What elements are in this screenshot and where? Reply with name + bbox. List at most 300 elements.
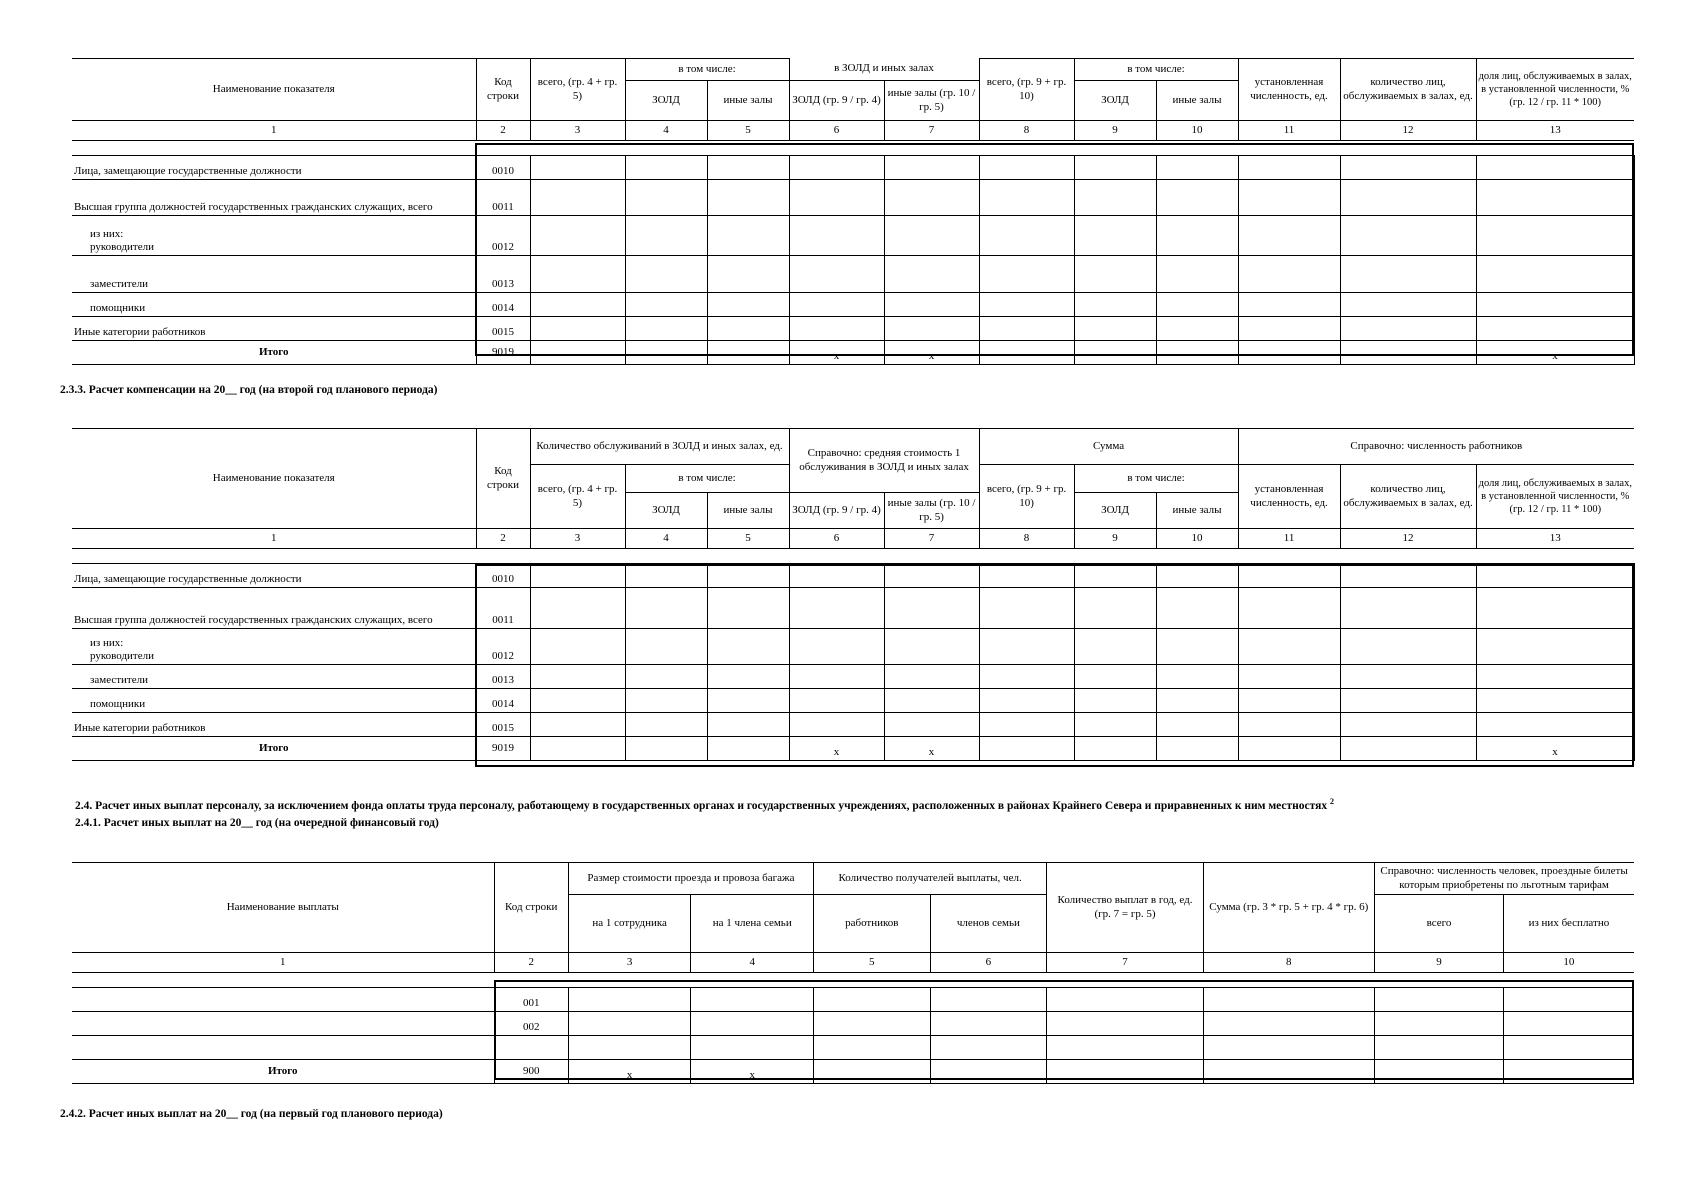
- row-code: 0014: [476, 689, 530, 713]
- table-row: [72, 317, 1634, 341]
- header-c9: всего: [1374, 895, 1504, 953]
- total-row: [72, 341, 1634, 365]
- cell-input[interactable]: [1047, 1012, 1204, 1036]
- cell-input[interactable]: [1476, 256, 1634, 293]
- cell-input[interactable]: [530, 156, 625, 180]
- cell-input[interactable]: [1340, 317, 1476, 341]
- section-title-2-4-1: 2.4.1. Расчет иных выплат на 20__ год (на очередной финансовый год): [75, 817, 439, 829]
- cell-input[interactable]: [625, 564, 707, 588]
- cell-x: x: [789, 341, 884, 365]
- row-name: Лица, замещающие государственные должности: [72, 156, 476, 180]
- cell-input[interactable]: [707, 629, 789, 665]
- cell-input[interactable]: [707, 689, 789, 713]
- cell-input[interactable]: [1203, 1012, 1374, 1036]
- cell-input[interactable]: [1340, 156, 1476, 180]
- header-c6: ЗОЛД (гр. 9 / гр. 4): [789, 81, 884, 121]
- col-num: 8: [979, 529, 1074, 549]
- cell-input[interactable]: [884, 180, 979, 216]
- col-num: 5: [707, 121, 789, 141]
- col-num: 1: [72, 953, 494, 973]
- cell-input[interactable]: [1074, 317, 1156, 341]
- cell-input[interactable]: [1340, 216, 1476, 256]
- cell-input[interactable]: [1238, 629, 1340, 665]
- header-avg-subtitle: в ЗОЛД и иных залах: [789, 59, 979, 81]
- cell-input[interactable]: [530, 588, 625, 629]
- col-num: 9: [1074, 121, 1156, 141]
- cell-input[interactable]: [1156, 713, 1238, 737]
- cell-input[interactable]: [1374, 988, 1504, 1012]
- section-title-2-4-text: 2.4. Расчет иных выплат персоналу, за исключением фонда оплаты труда персоналу, работающему в государственных органах и государственных учреждениях, расположенных в районах Крайнего Севера и приравненных к ним местностях: [75, 799, 1328, 812]
- cell-input[interactable]: [1374, 1012, 1504, 1036]
- cell-input[interactable]: [1156, 665, 1238, 689]
- cell-input[interactable]: [1238, 293, 1340, 317]
- cell-input[interactable]: [789, 588, 884, 629]
- cell-input[interactable]: [1074, 689, 1156, 713]
- cell-input[interactable]: [930, 988, 1047, 1012]
- header-sum: Сумма: [979, 429, 1238, 465]
- col-num: 6: [789, 121, 884, 141]
- col-num: 3: [530, 121, 625, 141]
- cell-input[interactable]: [930, 1060, 1047, 1084]
- cell-input[interactable]: [1238, 588, 1340, 629]
- cell-input[interactable]: [1047, 1036, 1204, 1060]
- cell-input[interactable]: [1476, 564, 1634, 588]
- cell-input[interactable]: [1238, 317, 1340, 341]
- col-num: 8: [979, 121, 1074, 141]
- cell-input[interactable]: [691, 1036, 814, 1060]
- cell-input[interactable]: [1203, 1036, 1374, 1060]
- cell-input[interactable]: [884, 156, 979, 180]
- table-row: [72, 713, 1634, 737]
- cell-input[interactable]: [1476, 317, 1634, 341]
- header-c3: на 1 сотрудника: [568, 895, 691, 953]
- col-num: 11: [1238, 529, 1340, 549]
- cell-input[interactable]: [979, 713, 1074, 737]
- row-name[interactable]: [72, 988, 494, 1012]
- cell-input[interactable]: [1340, 713, 1476, 737]
- cell-input[interactable]: [530, 629, 625, 665]
- cell-input[interactable]: [789, 293, 884, 317]
- cell-input[interactable]: [625, 216, 707, 256]
- row-code: [494, 1036, 568, 1060]
- cell-input[interactable]: [625, 737, 707, 761]
- cell-input[interactable]: [979, 317, 1074, 341]
- section-title-2-4-2: 2.4.2. Расчет иных выплат на 20__ год (на первый год планового периода): [60, 1108, 443, 1120]
- cell-input[interactable]: [1156, 317, 1238, 341]
- cell-input[interactable]: [1156, 156, 1238, 180]
- cell-input[interactable]: [1047, 1060, 1204, 1084]
- col-num: 1: [72, 529, 476, 549]
- cell-input[interactable]: [789, 216, 884, 256]
- cell-input[interactable]: [530, 293, 625, 317]
- cell-input[interactable]: [625, 629, 707, 665]
- cell-input[interactable]: [979, 156, 1074, 180]
- cell-input[interactable]: [530, 216, 625, 256]
- cell-input[interactable]: [789, 564, 884, 588]
- table-row: [72, 180, 1634, 216]
- row-code: 0015: [476, 713, 530, 737]
- cell-input[interactable]: [1374, 1060, 1504, 1084]
- col-num: 2: [476, 121, 530, 141]
- cell-input[interactable]: [1476, 588, 1634, 629]
- cell-input[interactable]: [707, 293, 789, 317]
- cell-input[interactable]: [884, 216, 979, 256]
- cell-input[interactable]: [884, 665, 979, 689]
- header-code: Код строки: [476, 59, 530, 121]
- cell-input[interactable]: [1074, 713, 1156, 737]
- row-code: 0011: [476, 588, 530, 629]
- cell-input[interactable]: [1340, 629, 1476, 665]
- cell-input[interactable]: [1238, 665, 1340, 689]
- header-c8: всего, (гр. 9 + гр. 10): [979, 465, 1074, 529]
- cell-input[interactable]: [530, 180, 625, 216]
- cell-input[interactable]: [1156, 689, 1238, 713]
- cell-input[interactable]: [530, 713, 625, 737]
- cell-input[interactable]: [707, 564, 789, 588]
- header-cost: Размер стоимости проезда и провоза багажа: [568, 863, 813, 895]
- cell-input[interactable]: [530, 256, 625, 293]
- cell-input[interactable]: [884, 689, 979, 713]
- cell-input[interactable]: [1156, 629, 1238, 665]
- cell-input[interactable]: [1476, 216, 1634, 256]
- col-num: 6: [789, 529, 884, 549]
- cell-input[interactable]: [814, 1036, 931, 1060]
- cell-input[interactable]: [625, 588, 707, 629]
- cell-input[interactable]: [789, 256, 884, 293]
- cell-input[interactable]: [1238, 341, 1340, 365]
- cell-input[interactable]: [1156, 256, 1238, 293]
- cell-input[interactable]: [814, 988, 931, 1012]
- cell-input[interactable]: [789, 689, 884, 713]
- cell-input[interactable]: [979, 737, 1074, 761]
- cell-input[interactable]: [1074, 564, 1156, 588]
- total-code: 9019: [476, 737, 530, 761]
- cell-input[interactable]: [1476, 180, 1634, 216]
- cell-input[interactable]: [1340, 341, 1476, 365]
- cell-input[interactable]: [1156, 737, 1238, 761]
- cell-input[interactable]: [1476, 689, 1634, 713]
- cell-input[interactable]: [1476, 156, 1634, 180]
- cell-input[interactable]: [979, 665, 1074, 689]
- cell-x: x: [568, 1060, 691, 1084]
- row-name: заместители: [72, 256, 476, 293]
- header-c10: иные залы: [1156, 493, 1238, 529]
- cell-input[interactable]: [1340, 665, 1476, 689]
- cell-input[interactable]: [884, 629, 979, 665]
- col-num: 3: [530, 529, 625, 549]
- header-including: в том числе:: [625, 465, 789, 493]
- row-name: [72, 216, 476, 256]
- cell-input[interactable]: [1504, 1060, 1634, 1084]
- cell-input[interactable]: [979, 180, 1074, 216]
- col-num: 4: [625, 529, 707, 549]
- cell-input[interactable]: [530, 737, 625, 761]
- header-count: Количество обслуживаний в ЗОЛД и иных залах, ед.: [530, 429, 789, 465]
- header-name: Наименование показателя: [72, 429, 476, 529]
- row-name[interactable]: [72, 1012, 494, 1036]
- cell-input[interactable]: [979, 341, 1074, 365]
- cell-input[interactable]: [1340, 737, 1476, 761]
- cell-input[interactable]: [1504, 988, 1634, 1012]
- cell-input[interactable]: [1238, 216, 1340, 256]
- footnote-mark: 2: [1329, 797, 1334, 806]
- cell-input[interactable]: [1074, 216, 1156, 256]
- cell-input[interactable]: [1156, 588, 1238, 629]
- cell-input[interactable]: [1156, 564, 1238, 588]
- cell-input[interactable]: [707, 737, 789, 761]
- cell-input[interactable]: [979, 629, 1074, 665]
- cell-input[interactable]: [625, 317, 707, 341]
- cell-input[interactable]: [1047, 988, 1204, 1012]
- cell-input[interactable]: [884, 713, 979, 737]
- cell-input[interactable]: [1476, 629, 1634, 665]
- cell-input[interactable]: [625, 156, 707, 180]
- header-reference: Справочно: численность человек, проездные билеты которым приобретены по льготным тарифам: [1374, 863, 1633, 895]
- row-name: Высшая группа должностей государственных гражданских служащих, всего: [72, 588, 476, 629]
- cell-input[interactable]: [884, 588, 979, 629]
- cell-input[interactable]: [707, 713, 789, 737]
- table-row: [72, 689, 1634, 713]
- cell-input[interactable]: [625, 256, 707, 293]
- row-name: [72, 629, 476, 665]
- cell-input[interactable]: [1238, 713, 1340, 737]
- table-2-3-3: [72, 428, 1635, 761]
- cell-input[interactable]: [789, 629, 884, 665]
- cell-input[interactable]: [930, 1036, 1047, 1060]
- header-c10: иные залы: [1156, 81, 1238, 121]
- header-including: в том числе:: [625, 59, 789, 81]
- cell-input[interactable]: [1074, 341, 1156, 365]
- row-code: 001: [494, 988, 568, 1012]
- header-c8: Сумма (гр. 3 * гр. 5 + гр. 4 * гр. 6): [1203, 863, 1374, 953]
- row-name[interactable]: [72, 1036, 494, 1060]
- header-c5: работников: [814, 895, 931, 953]
- table-row: [72, 156, 1634, 180]
- cell-input[interactable]: [1340, 256, 1476, 293]
- cell-input[interactable]: [979, 588, 1074, 629]
- cell-input[interactable]: [979, 564, 1074, 588]
- cell-input[interactable]: [1238, 180, 1340, 216]
- cell-input[interactable]: [884, 317, 979, 341]
- cell-input[interactable]: [1238, 737, 1340, 761]
- cell-input[interactable]: [707, 180, 789, 216]
- cell-input[interactable]: [1374, 1036, 1504, 1060]
- col-num: 4: [691, 953, 814, 973]
- cell-input[interactable]: [568, 988, 691, 1012]
- row-code: 0013: [476, 665, 530, 689]
- cell-input[interactable]: [1074, 156, 1156, 180]
- table-row: [72, 216, 1634, 256]
- cell-input[interactable]: [1156, 216, 1238, 256]
- cell-input[interactable]: [625, 665, 707, 689]
- cell-input[interactable]: [1340, 180, 1476, 216]
- header-c4: ЗОЛД: [625, 493, 707, 529]
- cell-input[interactable]: [1074, 629, 1156, 665]
- header-c3: всего, (гр. 4 + гр. 5): [530, 465, 625, 529]
- col-num: 13: [1476, 529, 1634, 549]
- cell-input[interactable]: [1340, 293, 1476, 317]
- cell-input[interactable]: [691, 988, 814, 1012]
- cell-input[interactable]: [625, 180, 707, 216]
- cell-input[interactable]: [568, 1036, 691, 1060]
- header-c4: ЗОЛД: [625, 81, 707, 121]
- cell-input[interactable]: [1156, 341, 1238, 365]
- header-including-2: в том числе:: [1074, 465, 1238, 493]
- table-row: [72, 1012, 1634, 1036]
- cell-x: x: [884, 737, 979, 761]
- cell-input[interactable]: [1340, 564, 1476, 588]
- table-row: [72, 588, 1634, 629]
- cell-input[interactable]: [1203, 1060, 1374, 1084]
- cell-input[interactable]: [1074, 256, 1156, 293]
- cell-input[interactable]: [1074, 737, 1156, 761]
- cell-input[interactable]: [691, 1012, 814, 1036]
- cell-input[interactable]: [707, 156, 789, 180]
- cell-input[interactable]: [979, 293, 1074, 317]
- cell-input[interactable]: [1156, 180, 1238, 216]
- col-num: 9: [1374, 953, 1504, 973]
- col-num: 10: [1504, 953, 1634, 973]
- cell-input[interactable]: [1238, 256, 1340, 293]
- cell-input[interactable]: [530, 317, 625, 341]
- cell-input[interactable]: [884, 256, 979, 293]
- header-recipients: Количество получателей выплаты, чел.: [814, 863, 1047, 895]
- cell-input[interactable]: [1074, 588, 1156, 629]
- cell-input[interactable]: [707, 317, 789, 341]
- cell-x: x: [884, 341, 979, 365]
- cell-input[interactable]: [1476, 713, 1634, 737]
- header-c5: иные залы: [707, 81, 789, 121]
- cell-input[interactable]: [1074, 665, 1156, 689]
- row-code: 0012: [476, 216, 530, 256]
- cell-input[interactable]: [707, 665, 789, 689]
- cell-input[interactable]: [979, 689, 1074, 713]
- cell-input[interactable]: [530, 665, 625, 689]
- cell-input[interactable]: [814, 1012, 931, 1036]
- cell-input[interactable]: [979, 256, 1074, 293]
- table-2-3-2: [72, 58, 1635, 365]
- cell-input[interactable]: [1238, 156, 1340, 180]
- cell-input[interactable]: [789, 713, 884, 737]
- header-code: Код строки: [494, 863, 568, 953]
- header-c4: на 1 члена семьи: [691, 895, 814, 953]
- row-code: 0010: [476, 564, 530, 588]
- col-num: 13: [1476, 121, 1634, 141]
- header-c9: ЗОЛД: [1074, 493, 1156, 529]
- row-code: 0013: [476, 256, 530, 293]
- cell-input[interactable]: [1074, 180, 1156, 216]
- row-code: 0011: [476, 180, 530, 216]
- table-row: [72, 1036, 1634, 1060]
- cell-x: x: [691, 1060, 814, 1084]
- col-num: 2: [476, 529, 530, 549]
- cell-input[interactable]: [789, 665, 884, 689]
- cell-input[interactable]: [1476, 293, 1634, 317]
- cell-input[interactable]: [1504, 1012, 1634, 1036]
- cell-input[interactable]: [930, 1012, 1047, 1036]
- total-label: Итого: [72, 1060, 494, 1084]
- header-c11: установленная численность, ед.: [1238, 59, 1340, 121]
- cell-input[interactable]: [1238, 689, 1340, 713]
- header-c6: ЗОЛД (гр. 9 / гр. 4): [789, 493, 884, 529]
- header-name: Наименование выплаты: [72, 863, 494, 953]
- cell-input[interactable]: [707, 256, 789, 293]
- cell-input[interactable]: [707, 588, 789, 629]
- row-name: заместители: [72, 665, 476, 689]
- cell-x: x: [789, 737, 884, 761]
- header-c13: доля лиц, обслуживаемых в залах, в установленной численности, % (гр. 12 / гр. 11 * 100): [1476, 59, 1634, 121]
- cell-input[interactable]: [625, 713, 707, 737]
- col-num: 10: [1156, 529, 1238, 549]
- total-label: Итого: [72, 341, 476, 365]
- header-c3: всего, (гр. 4 + гр. 5): [530, 59, 625, 121]
- cell-input[interactable]: [625, 689, 707, 713]
- header-c8: всего, (гр. 9 + гр. 10): [979, 59, 1074, 121]
- table-row: [72, 665, 1634, 689]
- header-staff: Справочно: численность работников: [1238, 429, 1634, 465]
- col-num: 4: [625, 121, 707, 141]
- col-num: 6: [930, 953, 1047, 973]
- cell-input[interactable]: [1340, 588, 1476, 629]
- cell-input[interactable]: [789, 156, 884, 180]
- col-num: 5: [707, 529, 789, 549]
- cell-input[interactable]: [530, 341, 625, 365]
- cell-input[interactable]: [1340, 689, 1476, 713]
- row-name-main: руководители: [90, 650, 154, 663]
- cell-input[interactable]: [625, 293, 707, 317]
- col-num: 9: [1074, 529, 1156, 549]
- row-code: 0012: [476, 629, 530, 665]
- cell-input[interactable]: [884, 564, 979, 588]
- total-code: 9019: [476, 341, 530, 365]
- cell-input[interactable]: [884, 293, 979, 317]
- cell-input[interactable]: [789, 180, 884, 216]
- cell-input[interactable]: [789, 317, 884, 341]
- cell-input[interactable]: [1238, 564, 1340, 588]
- cell-input[interactable]: [707, 216, 789, 256]
- cell-input[interactable]: [625, 341, 707, 365]
- section-title-2-3-3: 2.3.3. Расчет компенсации на 20__ год (на второй год планового периода): [60, 384, 438, 396]
- cell-input[interactable]: [1476, 665, 1634, 689]
- cell-input[interactable]: [1504, 1036, 1634, 1060]
- row-name: помощники: [72, 293, 476, 317]
- total-label: Итого: [72, 737, 476, 761]
- col-num: 5: [814, 953, 931, 973]
- cell-x: x: [1476, 737, 1634, 761]
- row-name: Иные категории работников: [72, 713, 476, 737]
- cell-input[interactable]: [530, 564, 625, 588]
- row-code: 0015: [476, 317, 530, 341]
- section-title-2-4: [75, 797, 1334, 812]
- cell-input[interactable]: [1074, 293, 1156, 317]
- cell-input[interactable]: [530, 689, 625, 713]
- cell-input[interactable]: [814, 1060, 931, 1084]
- cell-input[interactable]: [1156, 293, 1238, 317]
- cell-x: x: [1476, 341, 1634, 365]
- cell-input[interactable]: [1203, 988, 1374, 1012]
- row-name-prefix: из них:: [90, 636, 124, 649]
- total-row: [72, 1060, 1634, 1084]
- cell-input[interactable]: [568, 1012, 691, 1036]
- table-row: [72, 256, 1634, 293]
- row-name: помощники: [72, 689, 476, 713]
- cell-input[interactable]: [707, 341, 789, 365]
- cell-input[interactable]: [979, 216, 1074, 256]
- row-name: Лица, замещающие государственные должности: [72, 564, 476, 588]
- row-code: 0010: [476, 156, 530, 180]
- header-c7: Количество выплат в год, ед. (гр. 7 = гр. 5): [1047, 863, 1204, 953]
- header-c6: членов семьи: [930, 895, 1047, 953]
